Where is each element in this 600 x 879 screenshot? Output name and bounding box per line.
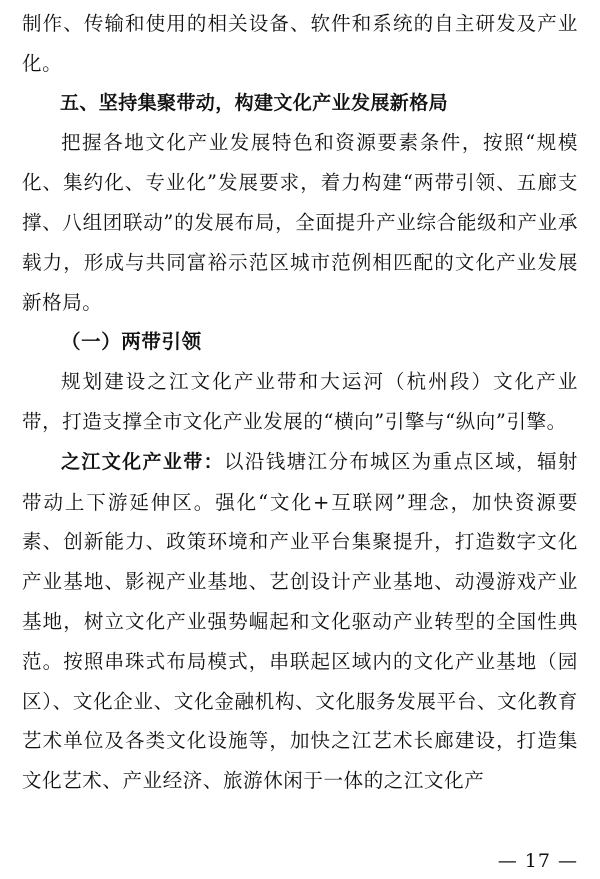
belt-paragraph <box>22 442 578 801</box>
belt-lead-label: 之江文化产业带： <box>61 450 224 473</box>
section-intro-paragraph: 把握各地文化产业发展特色和资源要素条件，按照“规模化、集约化、专业化”发展要求，着力构建“两带引领、五廊支撑、八组团联动”的发展布局，全面提升产业综合能级和产业承载力，形成与共同富裕示范区城市范例相匹配的文化产业发展新格局。 <box>22 131 578 314</box>
section-heading: 五、坚持集聚带动，构建文化产业发展新格局 <box>60 91 449 114</box>
subsection-heading: （一）两带引领 <box>61 330 202 354</box>
subsection-intro-paragraph: 规划建设之江文化产业带和大运河（杭州段）文化产业带，打造支撑全市文化产业发展的“横向”引擎与“纵向”引擎。 <box>22 370 578 433</box>
document-body <box>22 4 578 801</box>
continuation-paragraph: 制作、传输和使用的相关设备、软件和系统的自主研发及产业化。 <box>22 12 578 75</box>
page-number: — 17 — <box>497 850 578 872</box>
belt-body-text: 以沿钱塘江分布城区为重点区域，辐射带动上下游延伸区。强化“文化+互联网”理念，加快资源要素、创新能力、政策环境和产业平台集聚提升，打造数字文化产业基地、影视产业基地、艺创设计产业基地、动漫游戏产业基地，树立文化产业强势崛起和文化驱动产业转型的全国性典范。按照串珠式布局模式，串联起区域内的文化产业基地（园区）、文化企业、文化金融机构、文化服务发展平台、文化教育艺术单位及各类文化设施等，加快之江艺术长廊建设，打造集文化艺术、产业经济、旅游休闲于一体的之江文化产 <box>22 449 578 793</box>
